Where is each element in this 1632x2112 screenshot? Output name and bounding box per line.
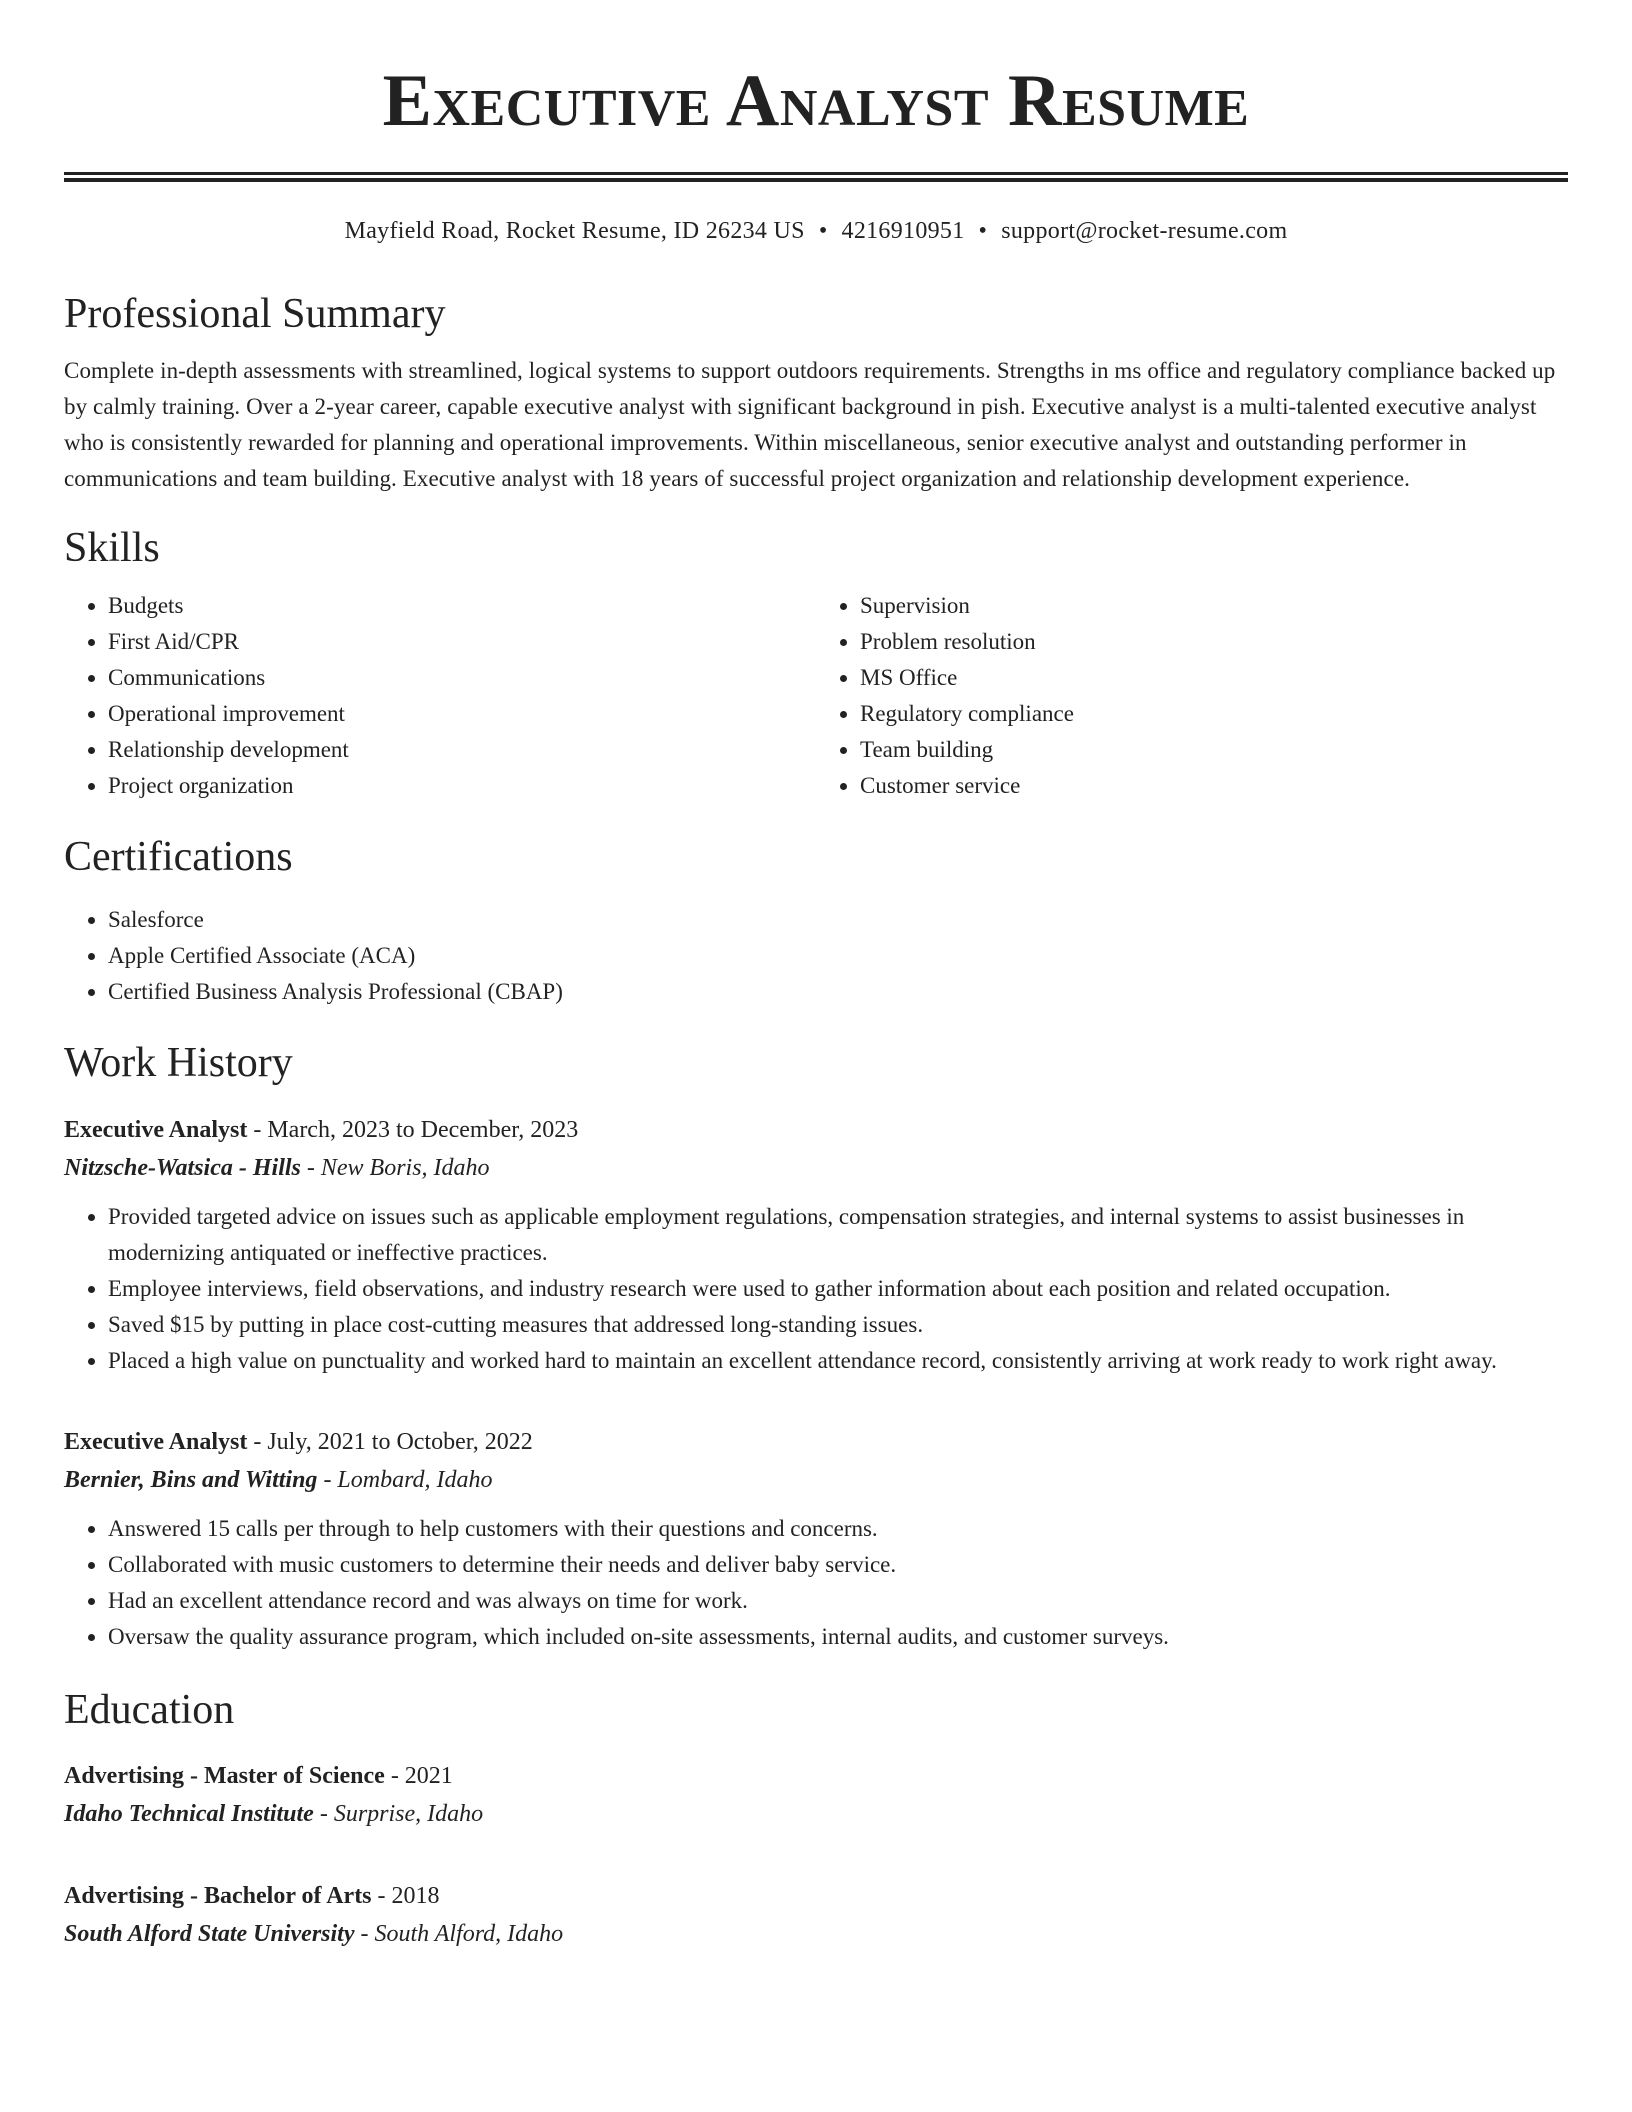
degree: Advertising - Bachelor of Arts <box>64 1882 372 1909</box>
contact-address: Mayfield Road, Rocket Resume, ID 26234 US <box>344 218 805 244</box>
school-line <box>64 1795 1568 1833</box>
job-dates: - March, 2023 to December, 2023 <box>247 1116 579 1143</box>
skill-item: • Communications <box>108 660 816 696</box>
skills-heading: Skills <box>64 525 160 572</box>
school: Idaho Technical Institute <box>64 1800 314 1827</box>
job-entry <box>64 1423 1568 1655</box>
skills-list-right <box>816 588 1568 804</box>
graduation-year: - 2018 <box>371 1882 440 1909</box>
skill-item: • Supervision <box>860 588 1568 624</box>
work-history-section <box>64 1038 1568 1654</box>
contact-line <box>64 218 1568 245</box>
job-title-line <box>64 1111 1568 1149</box>
job-bullets <box>64 1511 1568 1655</box>
certification-item: • Apple Certified Associate (ACA) <box>108 938 1568 974</box>
education-section <box>64 1685 1568 1953</box>
contact-separator: • <box>978 218 988 244</box>
contact-separator: • <box>818 218 828 244</box>
school-line <box>64 1915 1568 1953</box>
job-bullets <box>64 1199 1568 1379</box>
skill-item: • Relationship development <box>108 732 816 768</box>
job-location: - New Boris, Idaho <box>300 1154 490 1181</box>
job-bullet: • Employee interviews, field observations, and industry research were used to gather information about each position and related occupation. <box>108 1271 1568 1307</box>
skills-section <box>64 523 1568 803</box>
skill-item: • Regulatory compliance <box>860 696 1568 732</box>
skill-item: • Team building <box>860 732 1568 768</box>
contact-email: support@rocket-resume.com <box>1001 218 1288 244</box>
skill-item: • MS Office <box>860 660 1568 696</box>
resume-title: Executive Analyst Resume <box>382 60 1250 142</box>
job-bullet: • Saved $15 by putting in place cost-cutting measures that addressed long-standing issues. <box>108 1307 1568 1343</box>
summary-heading: Professional Summary <box>64 291 446 337</box>
education-entry <box>64 1877 1568 1953</box>
job-company-line <box>64 1461 1568 1499</box>
job-title-line <box>64 1423 1568 1461</box>
school: South Alford State University <box>64 1920 355 1947</box>
skill-item: • Customer service <box>860 768 1568 804</box>
work-history-heading: Work History <box>64 1040 293 1087</box>
job-location: - Lombard, Idaho <box>317 1466 493 1493</box>
skill-item: • Budgets <box>108 588 816 624</box>
job-dates: - July, 2021 to October, 2022 <box>247 1428 533 1455</box>
certification-item: • Certified Business Analysis Professional (CBAP) <box>108 974 1568 1010</box>
skill-item: • Operational improvement <box>108 696 816 732</box>
skill-item: • Project organization <box>108 768 816 804</box>
job-title: Executive Analyst <box>64 1428 248 1455</box>
degree-line <box>64 1757 1568 1795</box>
skills-list-left <box>64 588 816 804</box>
contact-phone: 4216910951 <box>841 218 965 244</box>
degree: Advertising - Master of Science <box>64 1762 385 1789</box>
certifications-list <box>64 902 1568 1010</box>
job-company-line <box>64 1149 1568 1187</box>
school-location: - South Alford, Idaho <box>354 1920 564 1947</box>
job-title: Executive Analyst <box>64 1116 248 1143</box>
graduation-year: - 2021 <box>384 1762 453 1789</box>
certification-item: • Salesforce <box>108 902 1568 938</box>
job-entry <box>64 1111 1568 1379</box>
certifications-heading: Certifications <box>64 833 293 880</box>
degree-line <box>64 1877 1568 1915</box>
job-company: Bernier, Bins and Witting <box>64 1466 318 1493</box>
education-entry <box>64 1757 1568 1833</box>
skills-columns <box>64 588 1568 804</box>
skill-item: • Problem resolution <box>860 624 1568 660</box>
job-company: Nitzsche-Watsica - Hills <box>64 1154 301 1181</box>
school-location: - Surprise, Idaho <box>313 1800 484 1827</box>
skill-item: • First Aid/CPR <box>108 624 816 660</box>
job-bullet: • Answered 15 calls per through to help customers with their questions and concerns. <box>108 1511 1568 1547</box>
job-bullet: • Placed a high value on punctuality and worked hard to maintain an excellent attendance record, consistently arriving at work ready to work right away. <box>108 1343 1568 1379</box>
certifications-section <box>64 832 1568 1010</box>
summary-section <box>64 289 1568 497</box>
summary-text: Complete in-depth assessments with streamlined, logical systems to support outdoors requirements. Strengths in ms office and regulatory compliance backed up by calmly training. Over a 2-year career, capable executive analyst with significant background in pish. Executive analyst is a multi-talented executive analyst who is consistently rewarded for planning and operational improvements. Within miscellaneous, senior executive analyst and outstanding performer in communications and team building. Executive analyst with 18 years of successful project organization and relationship development experience. <box>64 358 1556 492</box>
job-bullet: • Provided targeted advice on issues such as applicable employment regulations, compensation strategies, and internal systems to assist businesses in modernizing antiquated or ineffective practices. <box>108 1199 1568 1271</box>
job-bullet: • Collaborated with music customers to determine their needs and deliver baby service. <box>108 1547 1568 1583</box>
education-heading: Education <box>64 1686 235 1733</box>
job-bullet: • Oversaw the quality assurance program, which included on-site assessments, internal audits, and customer surveys. <box>108 1619 1568 1655</box>
job-bullet: • Had an excellent attendance record and was always on time for work. <box>108 1583 1568 1619</box>
title-divider <box>64 172 1568 182</box>
